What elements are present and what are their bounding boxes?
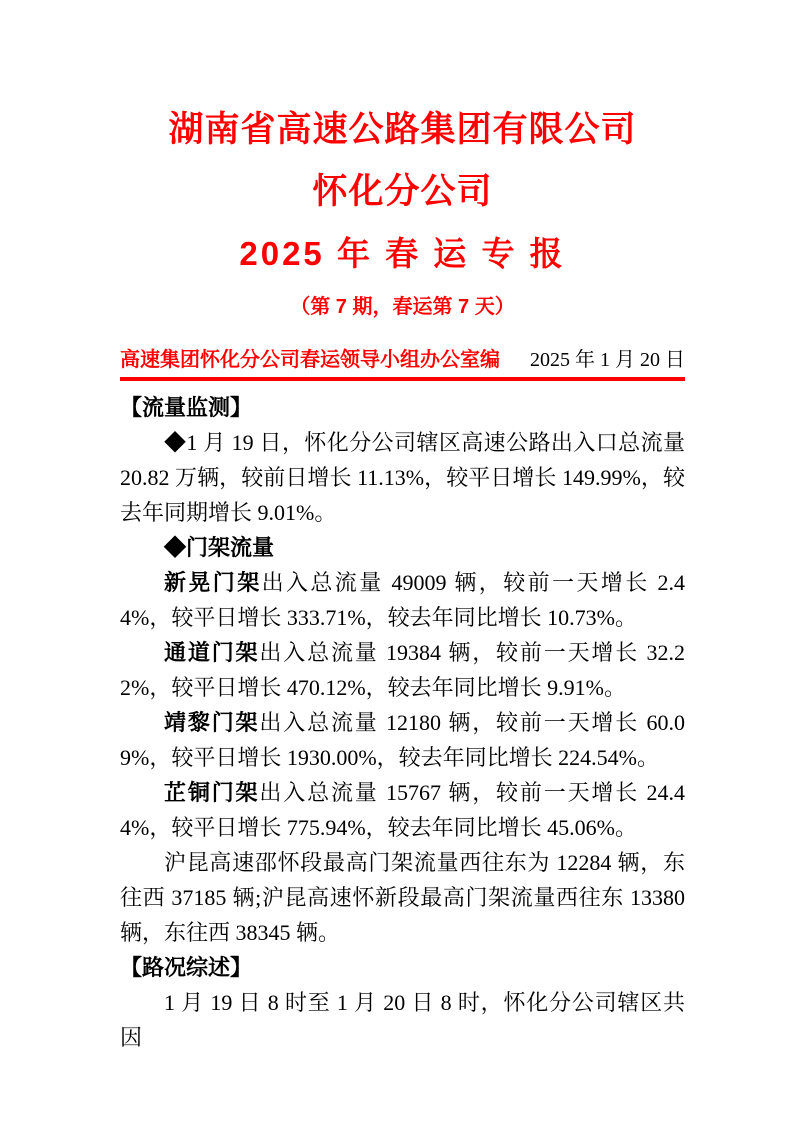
paragraph-peak-summary: 沪昆高速邵怀段最高门架流量西往东为 12284 辆，东往西 37185 辆;沪昆高速怀新段最高门架流量西往东 13380 辆，东往西 38345 辆。 <box>120 850 685 945</box>
report-body <box>120 390 685 1055</box>
paragraph-gantry-zhitong <box>120 775 685 845</box>
gantry-name-tongdao: 通道门架 <box>164 640 260 665</box>
gantry-name-xinhuang: 新晃门架 <box>164 570 262 595</box>
gantry-detail-jingli: 出入总流量 12180 辆，较前一天增长 60.09%，较平日增长 1930.00%，较去年同比增长 224.54%。 <box>120 710 685 770</box>
paragraph-gantry-jingli <box>120 705 685 775</box>
gantry-detail-xinhuang: 出入总流量 49009 辆，较前一天增长 2.44%，较平日增长 333.71%，较去年同比增长 10.73%。 <box>120 570 685 630</box>
section-heading-traffic-monitor: 【流量监测】 <box>120 395 253 420</box>
org-title-line-1: 湖南省高速公路集团有限公司 <box>168 110 637 149</box>
gantry-name-jingli: 靖黎门架 <box>164 710 260 735</box>
report-title: 2025 年 春 运 专 报 <box>239 235 566 272</box>
masthead-editor: 高速集团怀化分公司春运领导小组办公室编 <box>120 349 500 371</box>
paragraph-road-opening: 1 月 19 日 8 时至 1 月 20 日 8 时，怀化分公司辖区共因 <box>120 990 685 1050</box>
paragraph-gantry-xinhuang <box>120 565 685 635</box>
masthead-date: 2025 年 1 月 20 日 <box>530 349 685 371</box>
report-header <box>120 112 685 381</box>
gantry-detail-zhitong: 出入总流量 15767 辆，较前一天增长 24.44%，较平日增长 775.94%，较去年同比增长 45.06%。 <box>120 780 685 840</box>
issue-note: （第 7 期，春运第 7 天） <box>290 296 515 318</box>
gantry-name-zhitong: 芷铜门架 <box>164 780 260 805</box>
gantry-detail-tongdao: 出入总流量 19384 辆，较前一天增长 32.22%，较平日增长 470.12%，较去年同比增长 9.91%。 <box>120 640 685 700</box>
paragraph-gantry-tongdao <box>120 635 685 705</box>
section-heading-road-conditions: 【路况综述】 <box>120 955 253 980</box>
masthead-rule <box>120 347 685 381</box>
paragraph-traffic-overview: ◆1 月 19 日，怀化分公司辖区高速公路出入口总流量 20.82 万辆，较前日增长 11.13%，较平日增长 149.99%，较去年同期增长 9.01%。 <box>120 430 685 525</box>
org-title-line-2: 怀化分公司 <box>312 172 493 211</box>
paragraph-gantry-heading: ◆门架流量 <box>164 535 275 560</box>
